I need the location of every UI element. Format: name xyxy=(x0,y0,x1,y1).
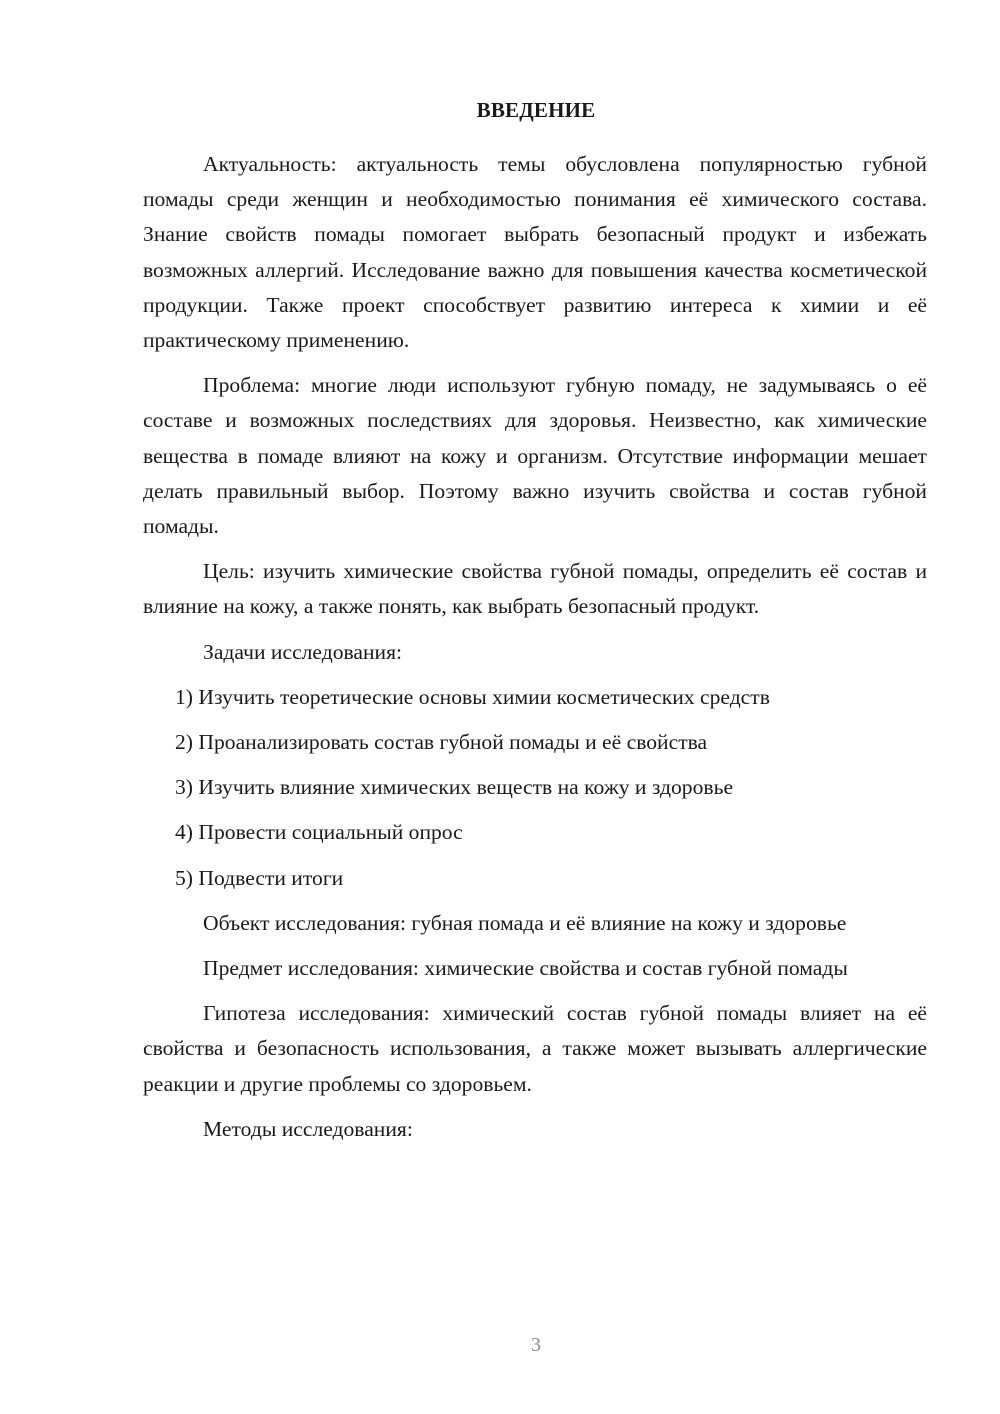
task-item: 3) Изучить влияние химических веществ на кожу и здоровье xyxy=(175,775,734,800)
task-item: 5) Подвести итоги xyxy=(175,865,344,890)
task-item: 1) Изучить теоретические основы химии косметических средств xyxy=(175,684,770,709)
page-number: 3 xyxy=(531,1334,541,1356)
goal-paragraph: Цель: изучить химические свойства губной помады, определить её состав и влияние на кожу, а также понять, как выбрать безопасный продукт. xyxy=(143,559,927,619)
task-item: 4) Провести социальный опрос xyxy=(175,820,463,845)
document-page xyxy=(143,94,927,1157)
problem-paragraph: Проблема: многие люди используют губную помаду, не задумываясь о её составе и возможных последствиях для здоровья. Неизвестно, как химические вещества в помаде влияют на кожу и организм. Отсутствие информации мешает делать правильный выбор. Поэтому важно изучить свойства и состав губной помады. xyxy=(143,373,927,539)
section-title: ВВЕДЕНИЕ xyxy=(476,98,596,122)
tasks-heading: Задачи исследования: xyxy=(203,639,403,664)
subject-paragraph: Предмет исследования: химические свойства и состав губной помады xyxy=(203,956,848,981)
hypothesis-paragraph: Гипотеза исследования: химический состав губной помады влияет на её свойства и безопасность использования, а также может вызывать аллергические реакции и другие проблемы со здоровьем. xyxy=(143,1001,927,1096)
tasks-list xyxy=(143,680,927,896)
object-paragraph: Объект исследования: губная помада и её влияние на кожу и здоровье xyxy=(203,910,847,935)
methods-heading: Методы исследования: xyxy=(203,1116,413,1141)
task-item: 2) Проанализировать состав губной помады и её свойства xyxy=(175,730,708,755)
relevance-paragraph: Актуальность: актуальность темы обусловлена популярностью губной помады среди женщин и необходимостью понимания её химического состава. Знание свойств помады помогает выбрать безопасный продукт и избежать возможных аллергий. Исследование важно для повышения качества косметической продукции. Также проект способствует развитию интереса к химии и её практическому применению. xyxy=(143,152,927,353)
